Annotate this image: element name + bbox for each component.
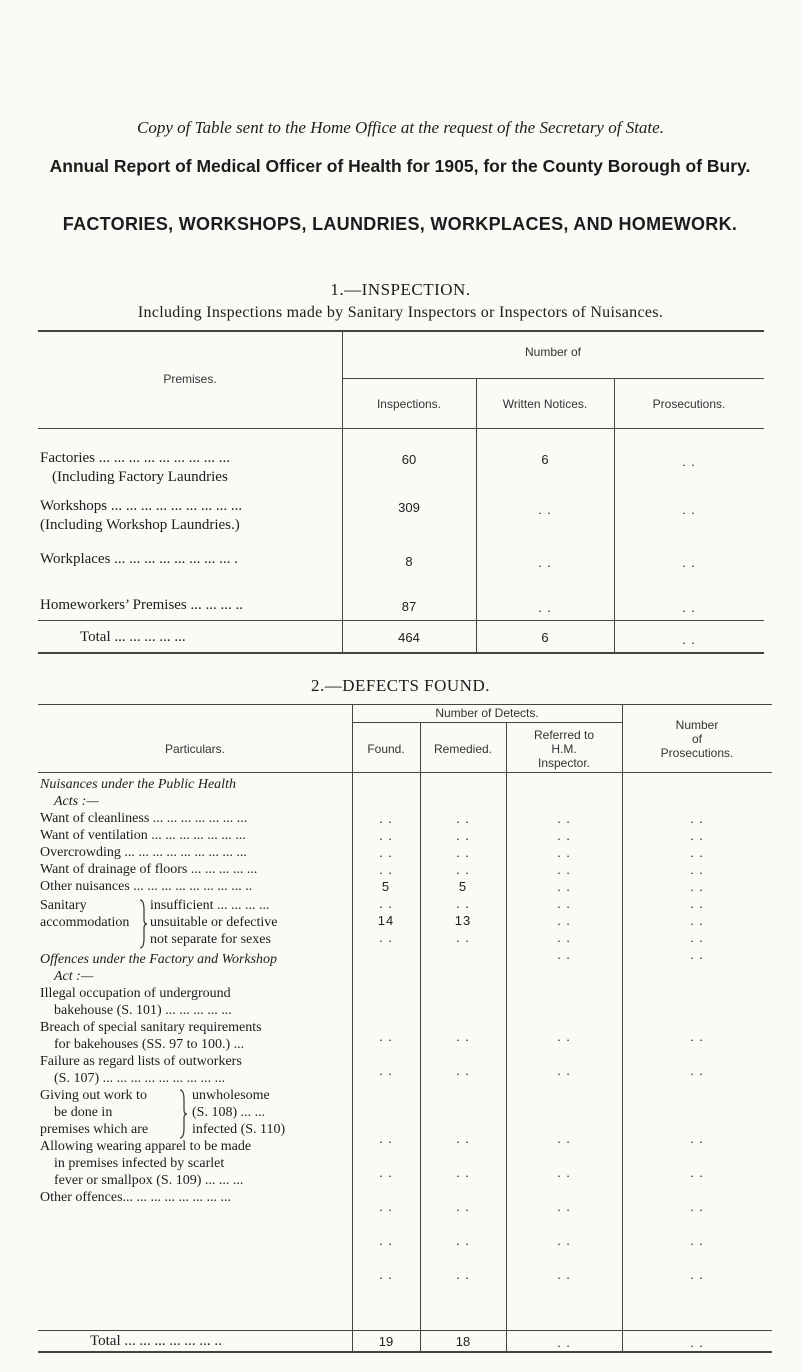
remedied-value: . . bbox=[456, 1063, 470, 1078]
particular-item: unsuitable or defective bbox=[150, 915, 278, 930]
remedied-column bbox=[420, 810, 506, 946]
notices-value: 6 bbox=[541, 452, 549, 467]
referred-value: . . bbox=[557, 1131, 571, 1146]
remedied-value: . . bbox=[456, 828, 470, 843]
found-offences bbox=[352, 1020, 420, 1292]
col-number-line: of bbox=[691, 732, 702, 746]
prosecution-value: . . bbox=[690, 913, 704, 928]
found-value: . . bbox=[379, 1029, 393, 1044]
referred-value: . . bbox=[557, 930, 571, 945]
col-found: Found. bbox=[367, 742, 405, 756]
inspections-value: 60 bbox=[401, 452, 417, 467]
referred-value: . . bbox=[557, 845, 571, 860]
prosecution-value: . . bbox=[690, 930, 704, 945]
referred-column bbox=[506, 810, 622, 963]
found-value: . . bbox=[379, 845, 393, 860]
found-value: . . bbox=[379, 811, 393, 826]
col-premises: Premises. bbox=[163, 372, 217, 386]
table-rule bbox=[352, 722, 622, 723]
prosecution-value: . . bbox=[690, 1063, 704, 1078]
found-value: . . bbox=[379, 1199, 393, 1214]
notices-value: . . bbox=[538, 600, 552, 615]
giving-out-line: be done in bbox=[54, 1105, 113, 1120]
giving-out-line: Giving out work to bbox=[40, 1088, 147, 1103]
giving-out-label bbox=[40, 1087, 148, 1138]
prosecutions-value: . . bbox=[682, 454, 696, 469]
remedied-value: . . bbox=[456, 1267, 470, 1282]
remedied-value: . . bbox=[456, 862, 470, 877]
particular-item-cont: bakehouse (S. 101) ... ... ... ... ... bbox=[54, 1003, 232, 1018]
total-remedied: 18 bbox=[455, 1334, 471, 1349]
total-found: 19 bbox=[378, 1334, 394, 1349]
table-row bbox=[40, 449, 230, 487]
remedied-value: . . bbox=[456, 845, 470, 860]
col-inspections: Inspections. bbox=[376, 397, 442, 411]
table-rule bbox=[38, 1351, 772, 1353]
sanitary-label-line: Sanitary bbox=[40, 898, 87, 913]
prosecution-value: . . bbox=[690, 845, 704, 860]
col-number-line: Prosecutions. bbox=[660, 746, 734, 760]
remedied-value: 13 bbox=[454, 913, 472, 928]
referred-value: . . bbox=[557, 1267, 571, 1282]
remedied-value: . . bbox=[456, 1131, 470, 1146]
prosecutions-value: . . bbox=[682, 502, 696, 517]
premises-label: Workshops ... ... ... ... ... ... ... ... ... bbox=[40, 498, 243, 514]
particular-item: unwholesome bbox=[192, 1088, 270, 1103]
referred-value: . . bbox=[557, 879, 571, 894]
sanitary-label-line: accommodation bbox=[40, 915, 130, 930]
particular-item-cont: (S. 107) ... ... ... ... ... ... ... ... ... bbox=[54, 1071, 226, 1086]
found-value: . . bbox=[379, 896, 393, 911]
annual-report-title: Annual Report of Medical Officer of Health for 1905, for the County Borough of Bury. bbox=[49, 156, 751, 176]
nuisances-heading-cont: Acts :— bbox=[54, 794, 99, 809]
prosecution-value: . . bbox=[690, 1233, 704, 1248]
premises-sublabel: (Including Factory Laundries bbox=[52, 469, 228, 485]
table-rule bbox=[38, 620, 764, 621]
table-row bbox=[40, 550, 238, 569]
remedied-value: . . bbox=[456, 1233, 470, 1248]
giving-out-options bbox=[192, 1087, 285, 1138]
particular-item: Overcrowding ... ... ... ... ... ... ... ... ... bbox=[40, 845, 247, 860]
referred-value: . . bbox=[557, 811, 571, 826]
remedied-value: . . bbox=[456, 1029, 470, 1044]
col-number-of: Number of bbox=[524, 345, 582, 359]
particular-item: not separate for sexes bbox=[150, 932, 271, 947]
particular-item: Failure as regard lists of outworkers bbox=[40, 1054, 242, 1069]
col-number-of-defects: Number of Detects. bbox=[435, 706, 539, 720]
remedied-value: . . bbox=[456, 930, 470, 945]
premises-label: Homeworkers’ Premises ... ... ... .. bbox=[40, 597, 244, 613]
found-value: . . bbox=[379, 1233, 393, 1248]
nuisances-heading: Nuisances under the Public Health bbox=[40, 777, 236, 792]
referred-value: . . bbox=[557, 1199, 571, 1214]
particulars-column bbox=[40, 776, 352, 895]
particular-item-cont: for bakehouses (SS. 97 to 100.) ... bbox=[54, 1037, 245, 1052]
found-value: . . bbox=[379, 862, 393, 877]
offences-block bbox=[40, 951, 352, 1087]
referred-value: . . bbox=[557, 1165, 571, 1180]
prosecution-value: . . bbox=[690, 879, 704, 894]
table-rule bbox=[342, 378, 764, 379]
particular-item-cont: fever or smallpox (S. 109) ... ... ... bbox=[54, 1173, 244, 1188]
found-value: 5 bbox=[381, 879, 391, 894]
prosecution-value: . . bbox=[690, 1199, 704, 1214]
particular-item: Want of drainage of floors ... ... ... ... ... bbox=[40, 862, 258, 877]
col-written-notices: Written Notices. bbox=[502, 397, 588, 411]
inspections-value: 8 bbox=[405, 554, 413, 569]
remedied-offences bbox=[420, 1020, 506, 1292]
table-rule bbox=[38, 704, 772, 705]
inspections-value: 309 bbox=[398, 500, 420, 515]
prosecution-value: . . bbox=[690, 1029, 704, 1044]
particular-item-cont: in premises infected by scarlet bbox=[54, 1156, 225, 1171]
col-referred-line: Referred to bbox=[533, 728, 595, 742]
sanitary-options bbox=[150, 897, 278, 948]
giving-out-line: premises which are bbox=[40, 1122, 149, 1137]
table-rule bbox=[38, 330, 764, 332]
found-column bbox=[352, 810, 420, 946]
col-referred bbox=[506, 728, 622, 770]
sanitary-label bbox=[40, 897, 129, 931]
particular-item: Want of ventilation ... ... ... ... ... ... ... bbox=[40, 828, 246, 843]
notices-value: . . bbox=[538, 555, 552, 570]
referred-value: . . bbox=[557, 1029, 571, 1044]
particular-item: Breach of special sanitary requirements bbox=[40, 1020, 262, 1035]
brace-icon bbox=[178, 1088, 188, 1140]
found-value: 14 bbox=[377, 913, 395, 928]
particular-item: infected (S. 110) bbox=[192, 1122, 286, 1137]
table-rule bbox=[38, 772, 772, 773]
prosecutions-value: . . bbox=[682, 555, 696, 570]
table-rule bbox=[38, 652, 764, 654]
prosecution-value: . . bbox=[690, 1131, 704, 1146]
total-label: Total ... ... ... ... ... bbox=[80, 629, 186, 645]
found-value: . . bbox=[379, 1165, 393, 1180]
prosecution-value: . . bbox=[690, 896, 704, 911]
prosecutions-column bbox=[622, 810, 772, 963]
notices-value: . . bbox=[538, 502, 552, 517]
total-prosecutions: . . bbox=[682, 632, 696, 647]
particular-item: Other offences... ... ... ... ... ... ... ... bbox=[40, 1190, 232, 1205]
col-particulars: Particulars. bbox=[164, 742, 226, 756]
total-notices: 6 bbox=[541, 630, 549, 645]
inspections-value: 87 bbox=[401, 599, 417, 614]
particular-item: insufficient ... ... ... ... bbox=[150, 898, 270, 913]
col-referred-line: H.M. bbox=[551, 742, 577, 756]
remedied-value: . . bbox=[456, 1165, 470, 1180]
defects-total-label: Total ... ... ... ... ... ... .. bbox=[90, 1333, 222, 1349]
offences-heading: Offences under the Factory and Workshop bbox=[40, 952, 278, 967]
inspection-heading: 1.—INSPECTION. bbox=[330, 280, 471, 299]
prosecutions-offences bbox=[622, 1020, 772, 1292]
particular-item: Allowing wearing apparel to be made bbox=[40, 1139, 252, 1154]
col-number-line: Number bbox=[675, 718, 719, 732]
prosecution-value: . . bbox=[690, 1165, 704, 1180]
table-row bbox=[40, 497, 242, 535]
referred-value: . . bbox=[557, 1063, 571, 1078]
referred-value: . . bbox=[557, 896, 571, 911]
col-referred-line: Inspector. bbox=[537, 756, 591, 770]
total-prosecutions-defects: . . bbox=[690, 1335, 704, 1350]
premises-label: Workplaces ... ... ... ... ... ... ... ... . bbox=[40, 551, 238, 567]
premises-sublabel: (Including Workshop Laundries.) bbox=[40, 517, 240, 533]
prosecution-value: . . bbox=[690, 947, 704, 962]
particular-item: Other nuisances ... ... ... ... ... ... ... ... .. bbox=[40, 879, 253, 894]
referred-value: . . bbox=[557, 862, 571, 877]
factories-heading: FACTORIES, WORKSHOPS, LAUNDRIES, WORKPLACES, AND HOMEWORK. bbox=[62, 214, 738, 234]
referred-value: . . bbox=[557, 913, 571, 928]
brace-icon bbox=[138, 898, 148, 950]
found-value: . . bbox=[379, 828, 393, 843]
found-value: . . bbox=[379, 1063, 393, 1078]
col-prosecutions: Prosecutions. bbox=[652, 397, 726, 411]
prosecution-value: . . bbox=[690, 862, 704, 877]
found-value: . . bbox=[379, 1267, 393, 1282]
referred-value: . . bbox=[557, 828, 571, 843]
particular-item: Illegal occupation of underground bbox=[40, 986, 231, 1001]
found-value: . . bbox=[379, 1131, 393, 1146]
referred-offences bbox=[506, 1020, 622, 1292]
premises-label: Factories ... ... ... ... ... ... ... ... ... bbox=[40, 450, 230, 466]
col-number-prosecutions bbox=[622, 718, 772, 760]
referred-value: . . bbox=[557, 947, 571, 962]
prosecution-value: . . bbox=[690, 811, 704, 826]
referred-value: . . bbox=[557, 1233, 571, 1248]
table-rule bbox=[38, 428, 764, 429]
total-inspections: 464 bbox=[398, 630, 420, 645]
table-rule bbox=[38, 1330, 772, 1331]
col-remedied: Remedied. bbox=[433, 742, 493, 756]
prosecution-value: . . bbox=[690, 1267, 704, 1282]
allowing-block bbox=[40, 1138, 352, 1206]
defects-heading: 2.—DEFECTS FOUND. bbox=[311, 676, 490, 695]
table-row bbox=[40, 596, 243, 615]
offences-heading-cont: Act :— bbox=[54, 969, 94, 984]
prosecutions-value: . . bbox=[682, 600, 696, 615]
remedied-value: 5 bbox=[458, 879, 468, 894]
particular-item: Want of cleanliness ... ... ... ... ... ... ... bbox=[40, 811, 248, 826]
remedied-value: . . bbox=[456, 811, 470, 826]
particular-item: (S. 108) ... ... bbox=[192, 1105, 266, 1120]
copy-line: Copy of Table sent to the Home Office at the request of the Secretary of State. bbox=[137, 118, 664, 137]
inspection-subheading: Including Inspections made by Sanitary Inspectors or Inspectors of Nuisances. bbox=[137, 304, 664, 321]
remedied-value: . . bbox=[456, 1199, 470, 1214]
found-value: . . bbox=[379, 930, 393, 945]
total-referred: . . bbox=[557, 1335, 571, 1350]
remedied-value: . . bbox=[456, 896, 470, 911]
prosecution-value: . . bbox=[690, 828, 704, 843]
